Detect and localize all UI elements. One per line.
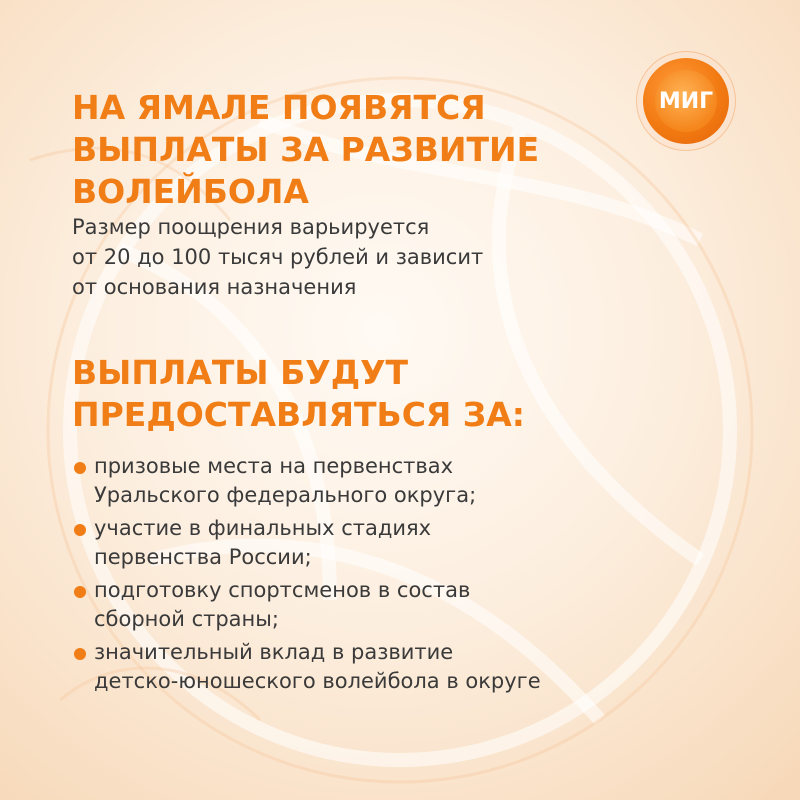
bullet-dot-icon [74, 524, 86, 536]
list-item-line-2: Уральского федерального округа; [94, 483, 477, 507]
headline [72, 87, 632, 213]
list-item-line-1: призовые места на первенствах [94, 454, 454, 478]
list-item-line-1: участие в финальных стадиях [94, 516, 432, 540]
bullet-dot-icon [74, 648, 86, 660]
bullet-dot-icon [74, 586, 86, 598]
list-item-line-2: сборной страны; [94, 607, 279, 631]
headline-line-1: НА ЯМАЛЕ ПОЯВЯТСЯ [72, 88, 486, 127]
list-item [72, 576, 712, 634]
section-title-line-1: ВЫПЛАТЫ БУДУТ [72, 353, 409, 392]
headline-line-2: ВЫПЛАТЫ ЗА РАЗВИТИЕ [72, 130, 540, 169]
list-item-line-1: подготовку спортсменов в состав [94, 578, 471, 602]
bullet-dot-icon [74, 462, 86, 474]
subtitle-line-3: от основания назначения [72, 275, 357, 299]
list-item-line-1: значительный вклад в развитие [94, 640, 454, 664]
list-item-line-2: первенства России; [94, 545, 312, 569]
mig-logo-text: МИГ [658, 88, 714, 114]
list-item [72, 452, 712, 510]
headline-line-3: ВОЛЕЙБОЛА [72, 172, 309, 211]
section-title [72, 352, 632, 436]
list-item [72, 638, 712, 696]
subtitle-line-2: от 20 до 100 тысяч рублей и зависит [72, 245, 484, 269]
mig-logo [643, 58, 729, 144]
subtitle [72, 212, 632, 302]
section-title-line-2: ПРЕДОСТАВЛЯТЬСЯ ЗА: [72, 395, 525, 434]
list-item [72, 514, 712, 572]
payments-list [72, 452, 712, 700]
subtitle-line-1: Размер поощрения варьируется [72, 215, 430, 239]
list-item-line-2: детско-юношеского волейбола в округе [94, 669, 541, 693]
mig-logo-inner [655, 70, 717, 132]
